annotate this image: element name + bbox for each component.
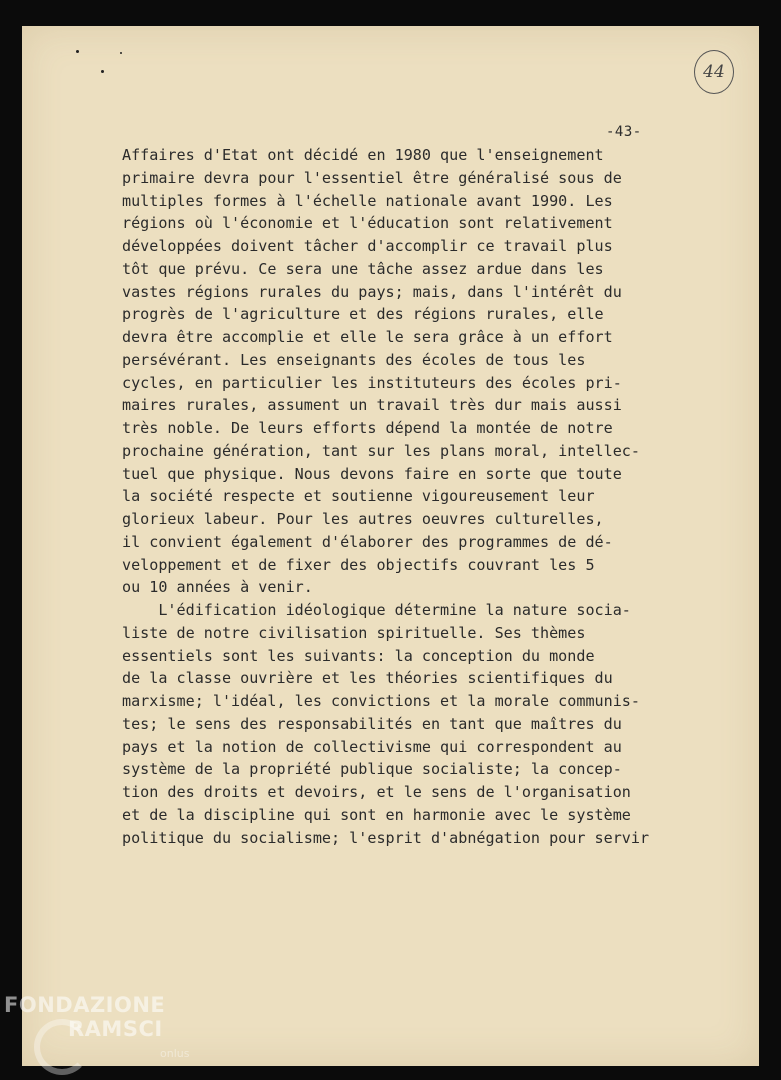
paper-speck	[76, 50, 79, 53]
text-line: la société respecte et soutienne vigoureusement leur	[122, 487, 595, 506]
paper-speck	[120, 52, 122, 54]
text-line: très noble. De leurs efforts dépend la montée de notre	[122, 419, 613, 437]
text-line: Affaires d'Etat ont décidé en 1980 que l'enseignement	[122, 146, 604, 164]
watermark-line1: FONDAZIONE	[4, 993, 166, 1017]
typed-text-body	[122, 144, 722, 849]
text-line: il convient également d'élaborer des programmes de dé-	[122, 532, 613, 551]
text-line: devra être accomplie et elle le sera grâce à un effort	[122, 328, 613, 346]
watermark-logo	[4, 993, 204, 1073]
text-line: et de la discipline qui sont en harmonie avec le système	[122, 805, 631, 824]
text-line: tuel que physique. Nous devons faire en sorte que toute	[122, 464, 622, 483]
watermark-onlus: onlus	[160, 1047, 190, 1060]
text-line: système de la propriété publique socialiste; la concep-	[122, 760, 622, 779]
page-number: -43-	[606, 124, 642, 140]
text-line: développées doivent tâcher d'accomplir ce travail plus	[122, 237, 613, 255]
text-line: multiples formes à l'échelle nationale avant 1990. Les	[122, 191, 613, 210]
text-line: politique du socialisme; l'esprit d'abnégation pour servir	[122, 828, 650, 847]
watermark-line2: RAMSCI	[68, 1017, 163, 1041]
paper-speck	[101, 70, 104, 73]
text-line: pays et la notion de collectivisme qui correspondent au	[122, 737, 622, 756]
text-line: tôt que prévu. Ce sera une tâche assez ardue dans les	[122, 259, 604, 278]
text-line: maires rurales, assument un travail très dur mais aussi	[122, 396, 622, 415]
document-page	[22, 26, 759, 1066]
folio-stamp	[694, 50, 734, 94]
text-line: liste de notre civilisation spirituelle. Ses thèmes	[122, 623, 586, 642]
text-line: essentiels sont les suivants: la conception du monde	[122, 646, 595, 665]
text-line: progrès de l'agriculture et des régions rurales, elle	[122, 305, 604, 324]
text-line: vastes régions rurales du pays; mais, dans l'intérêt du	[122, 282, 622, 301]
text-line: tes; le sens des responsabilités en tant que maîtres du	[122, 714, 622, 733]
text-line: cycles, en particulier les instituteurs des écoles pri-	[122, 373, 622, 392]
text-line: tion des droits et devoirs, et le sens de l'organisation	[122, 783, 631, 801]
text-line: de la classe ouvrière et les théories scientifiques du	[122, 669, 613, 688]
folio-stamp-number: 44	[703, 62, 725, 82]
text-line: persévérant. Les enseignants des écoles de tous les	[122, 350, 586, 369]
text-line: prochaine génération, tant sur les plans moral, intellec-	[122, 441, 640, 460]
text-line: veloppement et de fixer des objectifs couvrant les 5	[122, 555, 595, 574]
text-line: régions où l'économie et l'éducation sont relativement	[122, 214, 613, 233]
text-line: marxisme; l'idéal, les convictions et la morale communis-	[122, 692, 640, 710]
text-line: primaire devra pour l'essentiel être généralisé sous de	[122, 168, 622, 187]
text-line: ou 10 années à venir.	[122, 578, 313, 597]
text-line: L'édification idéologique détermine la nature socia-	[122, 601, 631, 619]
text-line: glorieux labeur. Pour les autres oeuvres culturelles,	[122, 510, 604, 528]
